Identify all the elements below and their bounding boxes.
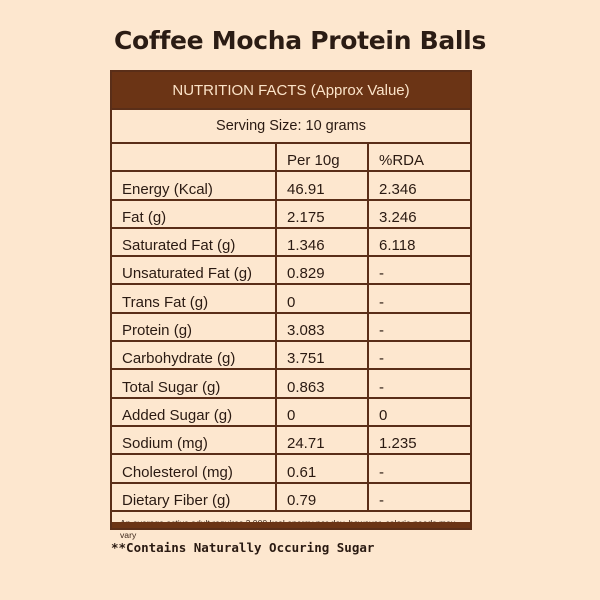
table-row: [112, 256, 470, 284]
sugar-footnote: **Contains Naturally Occuring Sugar: [111, 540, 375, 555]
rda-value: 3.246: [368, 200, 470, 228]
per-10g-value: 0.829: [276, 256, 368, 284]
nutrition-header: NUTRITION FACTS (Approx Value): [112, 72, 470, 110]
per-10g-value: 1.346: [276, 228, 368, 256]
per-10g-value: 0.61: [276, 454, 368, 482]
nutrient-name: Carbohydrate (g): [112, 341, 276, 369]
nutrient-name: Energy (Kcal): [112, 171, 276, 199]
rda-value: 2.346: [368, 171, 470, 199]
column-header-rda: %RDA: [368, 144, 470, 171]
table-row: [112, 398, 470, 426]
table-row: [112, 369, 470, 397]
per-10g-value: 46.91: [276, 171, 368, 199]
table-row: [112, 313, 470, 341]
rda-value: -: [368, 369, 470, 397]
column-header-per-10g: Per 10g: [276, 144, 368, 171]
nutrient-name: Added Sugar (g): [112, 398, 276, 426]
nutrition-facts-panel: [110, 70, 472, 540]
rda-value: -: [368, 483, 470, 511]
rda-value: -: [368, 341, 470, 369]
nutrient-name: Sodium (mg): [112, 426, 276, 454]
serving-size: Serving Size: 10 grams: [112, 110, 470, 144]
table-row: [112, 341, 470, 369]
nutrient-name: Unsaturated Fat (g): [112, 256, 276, 284]
rda-value: 0: [368, 398, 470, 426]
nutrient-name: Trans Fat (g): [112, 284, 276, 312]
nutrient-name: Fat (g): [112, 200, 276, 228]
energy-note: vary: [120, 529, 137, 540]
rda-value: -: [368, 454, 470, 482]
table-row: [112, 483, 470, 511]
rda-value: -: [368, 284, 470, 312]
nutrition-table: [112, 144, 470, 512]
nutrient-name: Protein (g): [112, 313, 276, 341]
table-row: [112, 200, 470, 228]
rda-value: -: [368, 256, 470, 284]
per-10g-value: 0: [276, 284, 368, 312]
nutrient-name: Total Sugar (g): [112, 369, 276, 397]
nutrient-name: Dietary Fiber (g): [112, 483, 276, 511]
rda-value: -: [368, 313, 470, 341]
table-row: [112, 454, 470, 482]
table-row: [112, 228, 470, 256]
rda-value: 1.235: [368, 426, 470, 454]
per-10g-value: 3.083: [276, 313, 368, 341]
per-10g-value: 0.79: [276, 483, 368, 511]
table-row: [112, 426, 470, 454]
per-10g-value: 0.863: [276, 369, 368, 397]
rda-value: 6.118: [368, 228, 470, 256]
table-row: [112, 284, 470, 312]
column-header-nutrient: [112, 144, 276, 171]
nutrient-name: Cholesterol (mg): [112, 454, 276, 482]
table-row: [112, 171, 470, 199]
per-10g-value: 3.751: [276, 341, 368, 369]
nutrient-name: Saturated Fat (g): [112, 228, 276, 256]
per-10g-value: 24.71: [276, 426, 368, 454]
per-10g-value: 0: [276, 398, 368, 426]
page-title: Coffee Mocha Protein Balls: [113, 26, 487, 55]
footer-bar: [112, 522, 470, 528]
table-header-row: [112, 144, 470, 171]
per-10g-value: 2.175: [276, 200, 368, 228]
